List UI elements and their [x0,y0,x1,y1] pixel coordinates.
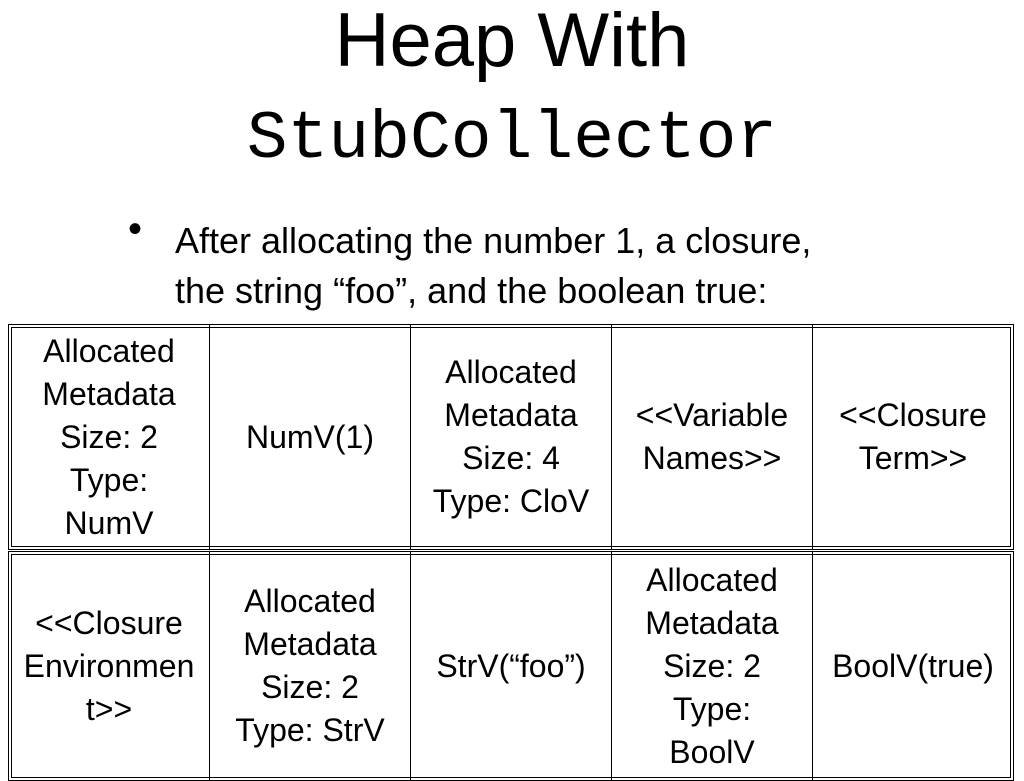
heap-cell-text: NumV(1) [245,418,374,455]
bullet-text-line-2: the string “foo”, and the boolean true: [175,270,768,311]
heap-cell-text: Allocated Metadata Size: 2 Type: NumV [42,332,176,541]
heap-cell-closure-environment [9,552,210,780]
heap-cell-text: Allocated Metadata Size: 2 Type: BoolV [645,561,779,770]
heap-cell-boolv-value [813,552,1013,780]
heap-cell-text: StrV(“foo”) [436,647,586,684]
heap-cell-text: <<Variable Names>> [635,397,789,476]
slide-title: Heap With [334,0,690,83]
heap-row-1 [8,324,1014,550]
heap-cell-strv-value [411,552,612,780]
bullet-text [175,216,965,316]
heap-cell-closure-term [813,325,1013,549]
heap-cell-metadata-numv [9,325,210,549]
heap-cell-metadata-strv [210,552,411,780]
heap-cell-text: BoolV(true) [832,647,994,684]
heap-cell-variable-names [612,325,813,549]
heap-cell-text: Allocated Metadata Size: 4 Type: CloV [432,354,590,519]
slide-title-code: StubCollector [246,101,778,178]
bullet-text-line-1: After allocating the number 1, a closure, [175,220,812,261]
heap-cell-text: <<Closure Term>> [839,397,987,476]
heap-row-2 [8,551,1014,781]
heap-cell-numv-value [210,325,411,549]
heap-cell-metadata-clov [411,325,612,549]
bullet-icon: • [128,207,143,251]
heap-cell-text: <<Closure Environmen t>> [23,604,195,727]
heap-cell-text: Allocated Metadata Size: 2 Type: StrV [235,583,385,748]
heap-cell-metadata-boolv [612,552,813,780]
